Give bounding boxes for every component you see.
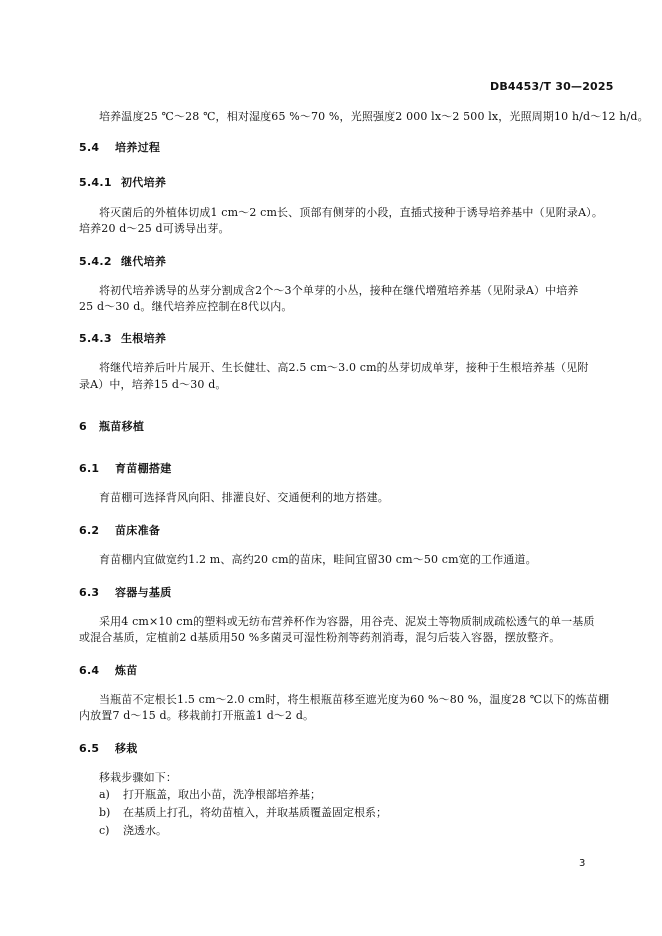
- list-marker: b): [99, 806, 111, 819]
- paragraph-line: 25 d～30 d。继代培养应控制在8代以内。: [79, 300, 293, 313]
- section-title: 初代培养: [121, 176, 167, 189]
- section-6-3-heading: [79, 584, 172, 600]
- section-5-4-1-heading: [79, 174, 166, 190]
- section-title: 生根培养: [121, 332, 167, 345]
- section-number: 5.4.1: [79, 176, 112, 189]
- list-item-text: 浇透水。: [123, 824, 167, 837]
- paragraph-line: 将初代培养诱导的丛芽分割成含2个～3个单芽的小丛，接种在继代增殖培养基（见附录A）中培养: [99, 284, 579, 297]
- section-number: 6.1: [79, 462, 100, 475]
- section-title: 瓶苗移植: [99, 420, 145, 433]
- paragraph-line: 育苗棚内宜做宽约1.2 m、高约20 cm的苗床，畦间宜留30 cm～50 cm宽的工作通道。: [99, 553, 537, 566]
- section-6-4-heading: [79, 662, 138, 678]
- paragraph-line: 采用4 cm×10 cm的塑料或无纺布营养杯作为容器，用谷壳、泥炭土等物质制成疏松透气的单一基质: [99, 615, 595, 628]
- section-number: 6.3: [79, 586, 100, 599]
- section-number: 6: [79, 420, 87, 433]
- section-6-1-heading: [79, 460, 172, 476]
- section-6-2-heading: [79, 522, 160, 538]
- standard-code: DB4453/T 30—2025: [490, 80, 614, 93]
- paragraph-line: 当瓶苗不定根长1.5 cm～2.0 cm时，将生根瓶苗移至遮光度为60 %～80 %，温度28 ℃以下的炼苗棚: [99, 693, 610, 706]
- list-item: [99, 786, 321, 804]
- paragraph-line: 培养20 d～25 d可诱导出芽。: [79, 222, 230, 235]
- section-number: 5.4.3: [79, 332, 112, 345]
- section-title: 炼苗: [115, 664, 138, 677]
- section-6-5-heading: [79, 740, 138, 756]
- section-number: 5.4: [79, 141, 100, 154]
- paragraph-line: 或混合基质，定植前2 d基质用50 %多菌灵可湿性粉剂等药剂消毒，混匀后装入容器，摆放整齐。: [79, 631, 561, 644]
- section-title: 苗床准备: [115, 524, 161, 537]
- paragraph-line: 将灭菌后的外植体切成1 cm～2 cm长、顶部有侧芽的小段，直插式接种于诱导培养基中（见附录A）。: [99, 206, 603, 219]
- section-number: 5.4.2: [79, 255, 112, 268]
- paragraph-line: 内放置7 d～15 d。移栽前打开瓶盖1 d～2 d。: [79, 709, 315, 722]
- section-number: 6.4: [79, 664, 100, 677]
- list-item-text: 打开瓶盖，取出小苗，洗净根部培养基；: [123, 788, 321, 801]
- page-number: 3: [579, 858, 586, 869]
- section-title: 培养过程: [115, 141, 161, 154]
- section-5-4-2-heading: [79, 253, 166, 269]
- section-number: 6.2: [79, 524, 100, 537]
- section-5-4-heading: [79, 139, 160, 155]
- paragraph-line: 将继代培养后叶片展开、生长健壮、高2.5 cm～3.0 cm的丛芽切成单芽，接种于生根培养基（见附: [99, 361, 589, 374]
- section-5-4-3-heading: [79, 330, 166, 346]
- section-title: 容器与基质: [115, 586, 172, 599]
- list-intro: 移栽步骤如下：: [99, 771, 178, 784]
- paragraph-line: 录A）中，培养15 d～30 d。: [79, 378, 227, 391]
- section-title: 育苗棚搭建: [115, 462, 172, 475]
- section-title: 继代培养: [121, 255, 167, 268]
- list-item-text: 在基质上打孔，将幼苗植入，并取基质覆盖固定根系；: [123, 806, 387, 819]
- section-title: 移栽: [115, 742, 138, 755]
- temperature-paragraph: 培养温度25 ℃～28 ℃，相对湿度65 %～70 %，光照强度2 000 lx～2 500 lx，光照周期10 h/d～12 h/d。: [99, 110, 649, 123]
- section-number: 6.5: [79, 742, 100, 755]
- list-marker: a): [99, 788, 110, 801]
- list-marker: c): [99, 824, 110, 837]
- list-item: [99, 804, 387, 822]
- section-6-heading: [79, 418, 144, 434]
- paragraph-line: 育苗棚可选择背风向阳、排灌良好、交通便利的地方搭建。: [99, 491, 389, 504]
- list-item: [99, 822, 167, 840]
